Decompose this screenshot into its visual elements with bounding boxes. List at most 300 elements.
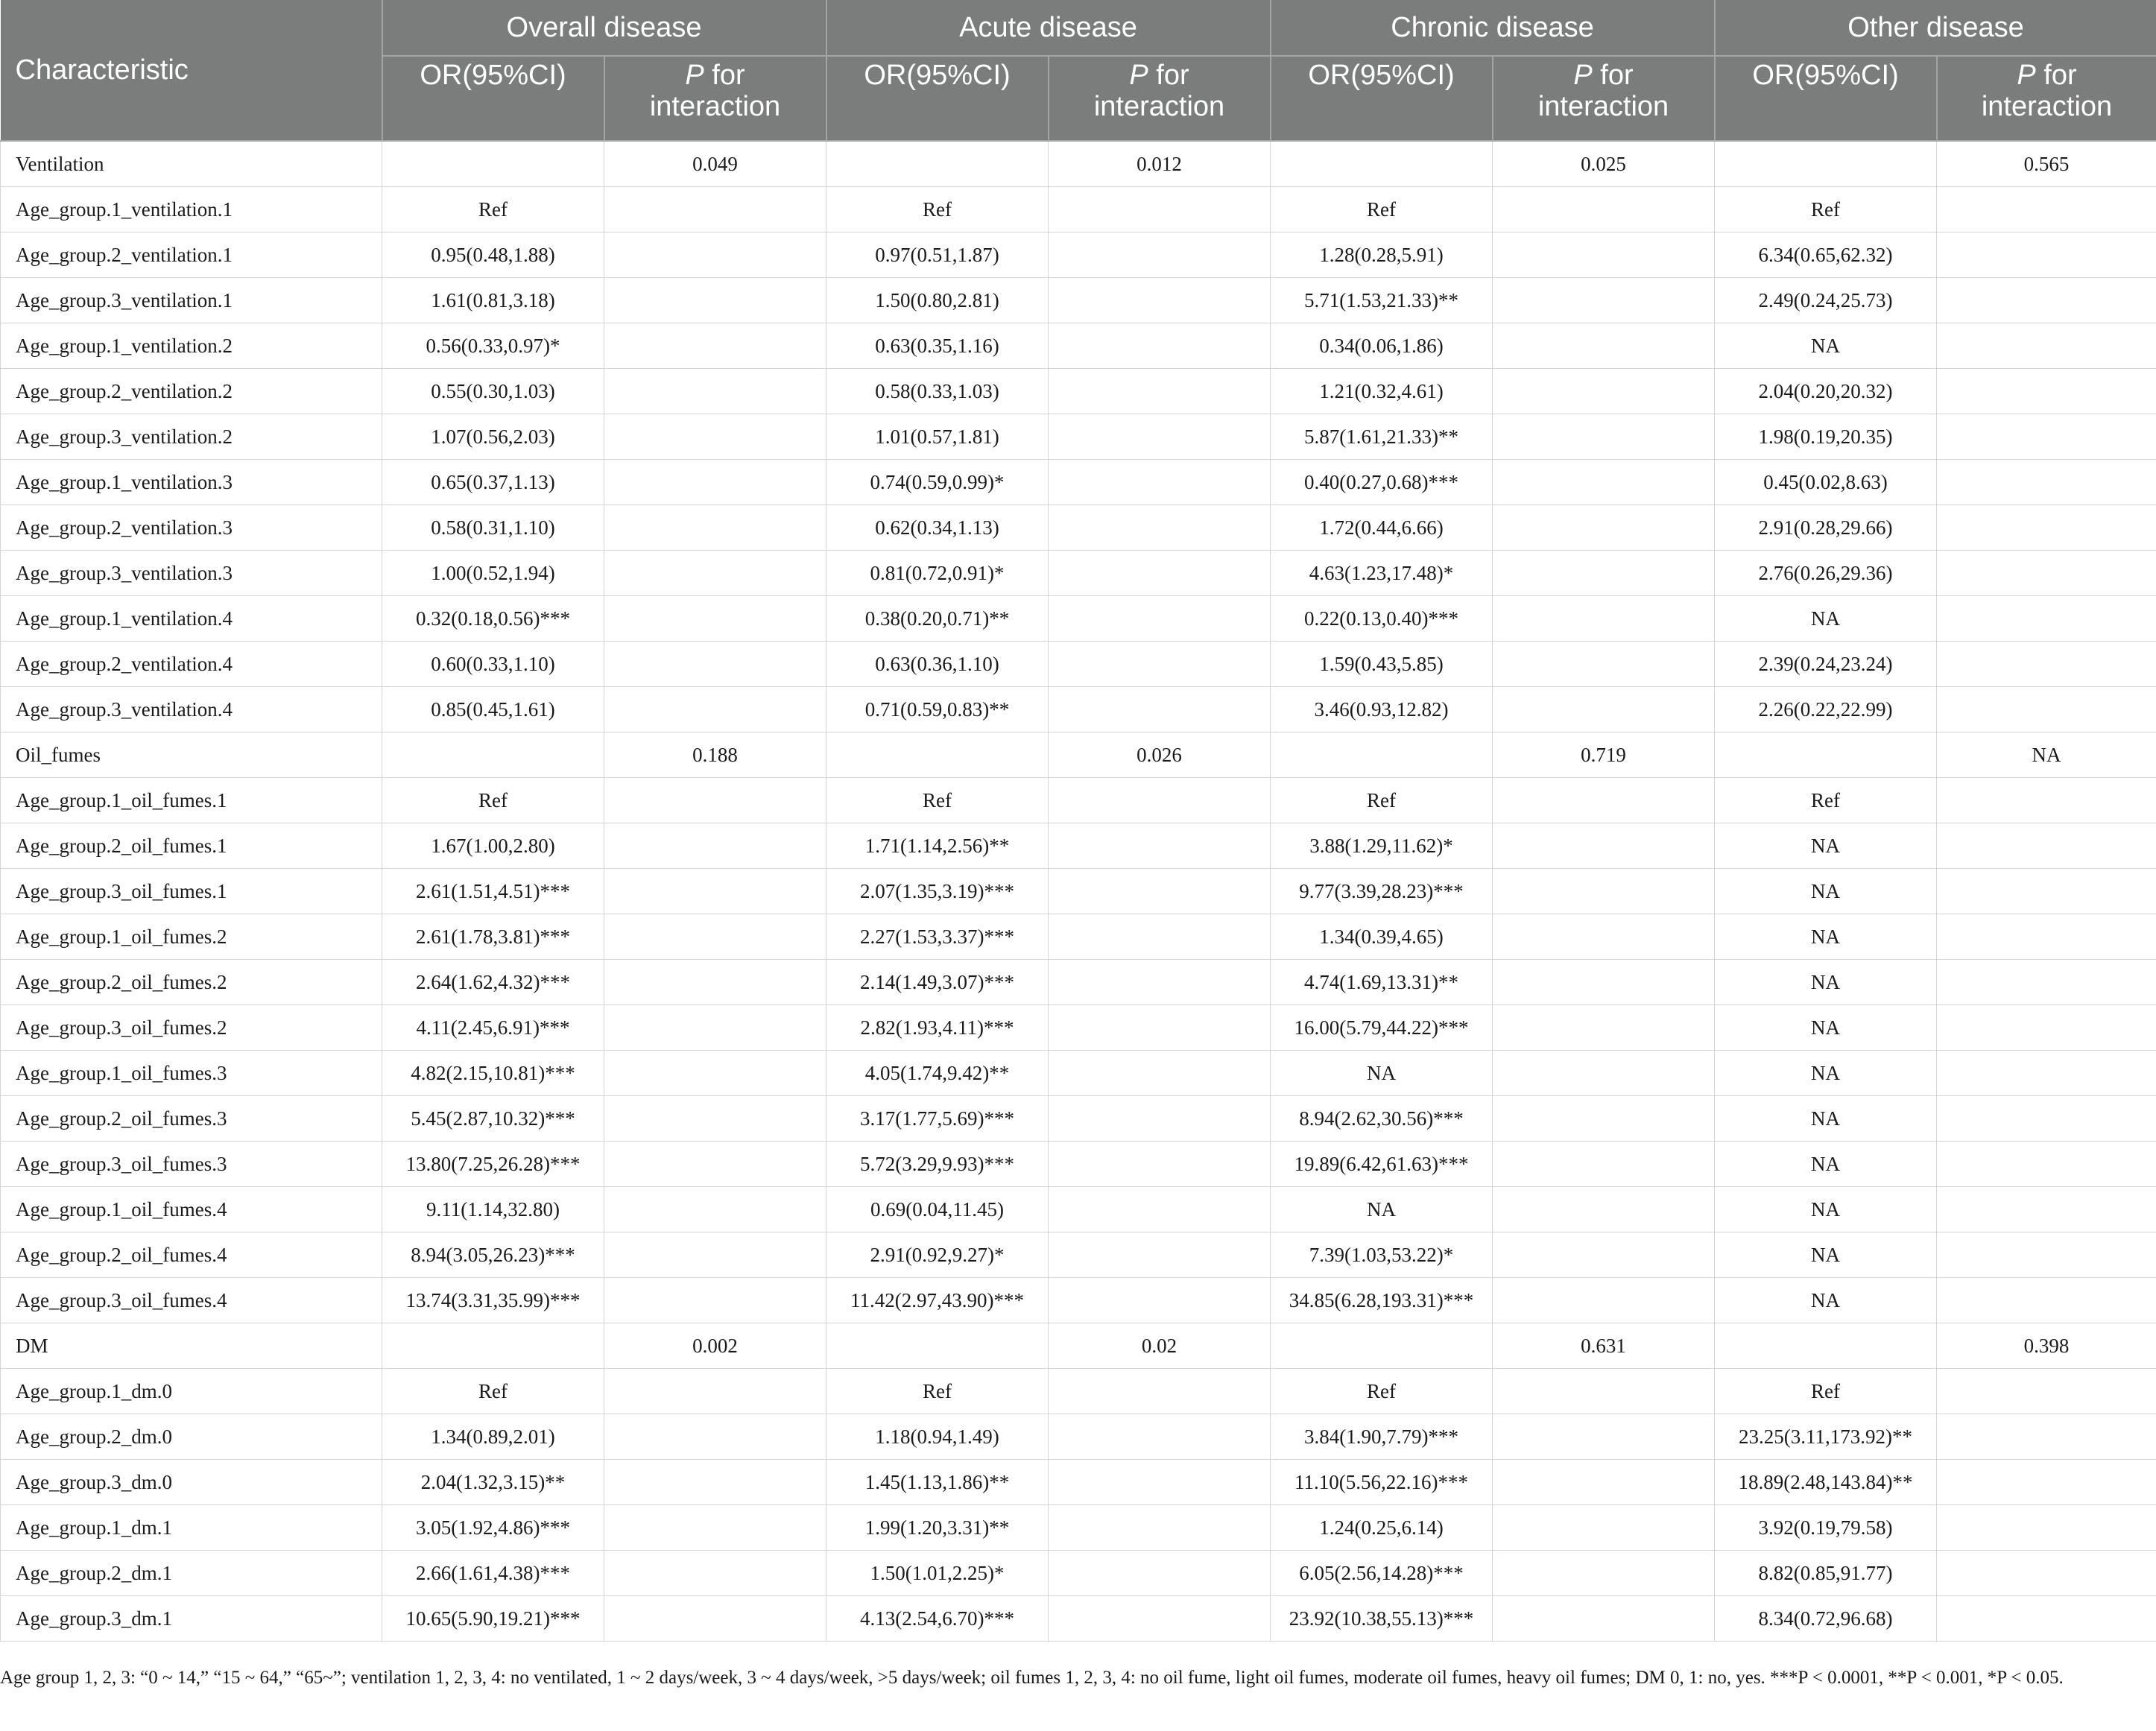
cell-overall-p	[604, 1278, 826, 1323]
cell-acute-p	[1049, 596, 1271, 642]
cell-row-label: Age_group.3_oil_fumes.4	[1, 1278, 382, 1323]
cell-overall-or: 1.00(0.52,1.94)	[382, 551, 604, 596]
cell-row-label: Age_group.2_oil_fumes.4	[1, 1232, 382, 1278]
cell-overall-p	[604, 1051, 826, 1096]
cell-acute-p	[1049, 823, 1271, 869]
cell-overall-p	[604, 187, 826, 232]
cell-other-or: 8.82(0.85,91.77)	[1715, 1551, 1937, 1596]
table-row	[1, 1505, 2156, 1551]
table-row	[1, 1460, 2156, 1505]
table-row	[1, 1596, 2156, 1642]
cell-chronic-or: 19.89(6.42,61.63)***	[1271, 1142, 1493, 1187]
subheader-p-letter: P	[685, 60, 704, 91]
cell-other-or: NA	[1715, 596, 1937, 642]
cell-other-p	[1937, 869, 2156, 914]
cell-acute-p	[1049, 232, 1271, 278]
cell-overall-p	[604, 687, 826, 732]
cell-chronic-or: 1.28(0.28,5.91)	[1271, 232, 1493, 278]
cell-chronic-or	[1271, 732, 1493, 778]
cell-chronic-or: 11.10(5.56,22.16)***	[1271, 1460, 1493, 1505]
cell-overall-p	[604, 232, 826, 278]
subheader-p-for: for	[2035, 60, 2077, 91]
cell-acute-p	[1049, 869, 1271, 914]
cell-acute-or: 2.14(1.49,3.07)***	[826, 960, 1049, 1005]
table-row	[1, 187, 2156, 232]
subheader-p-interaction	[604, 56, 826, 141]
cell-other-p	[1937, 1232, 2156, 1278]
cell-row-label: Age_group.3_ventilation.2	[1, 414, 382, 460]
cell-chronic-p	[1493, 778, 1715, 823]
cell-acute-p	[1049, 323, 1271, 369]
cell-acute-or: Ref	[826, 1369, 1049, 1414]
cell-overall-p	[604, 642, 826, 687]
cell-other-or: NA	[1715, 1005, 1937, 1051]
cell-overall-p	[604, 414, 826, 460]
cell-chronic-or	[1271, 141, 1493, 187]
table-row	[1, 1187, 2156, 1232]
cell-chronic-p	[1493, 1005, 1715, 1051]
cell-chronic-p	[1493, 505, 1715, 551]
cell-overall-p	[604, 914, 826, 960]
cell-other-or: NA	[1715, 869, 1937, 914]
cell-other-or: 18.89(2.48,143.84)**	[1715, 1460, 1937, 1505]
subheader-or-ci: OR(95%CI)	[382, 56, 604, 141]
cell-overall-or	[382, 732, 604, 778]
cell-other-or: NA	[1715, 1051, 1937, 1096]
cell-overall-or: 4.82(2.15,10.81)***	[382, 1051, 604, 1096]
subheader-p-for: for	[1592, 60, 1634, 91]
cell-chronic-p: 0.719	[1493, 732, 1715, 778]
header-characteristic: Characteristic	[1, 0, 382, 141]
cell-chronic-or: 1.72(0.44,6.66)	[1271, 505, 1493, 551]
cell-overall-p	[604, 1505, 826, 1551]
cell-acute-or: 1.18(0.94,1.49)	[826, 1414, 1049, 1460]
cell-chronic-or: 23.92(10.38,55.13)***	[1271, 1596, 1493, 1642]
cell-acute-or: 0.63(0.36,1.10)	[826, 642, 1049, 687]
cell-chronic-or: 1.34(0.39,4.65)	[1271, 914, 1493, 960]
cell-overall-p	[604, 1187, 826, 1232]
cell-acute-p	[1049, 1005, 1271, 1051]
cell-overall-p: 0.188	[604, 732, 826, 778]
cell-other-p	[1937, 1460, 2156, 1505]
cell-acute-or: 1.71(1.14,2.56)**	[826, 823, 1049, 869]
cell-acute-p	[1049, 1551, 1271, 1596]
cell-row-label: Age_group.3_ventilation.4	[1, 687, 382, 732]
cell-chronic-or: 3.46(0.93,12.82)	[1271, 687, 1493, 732]
subheader-or-ci: OR(95%CI)	[1271, 56, 1493, 141]
cell-overall-or: 9.11(1.14,32.80)	[382, 1187, 604, 1232]
cell-chronic-p	[1493, 369, 1715, 414]
cell-chronic-p	[1493, 323, 1715, 369]
cell-row-label: Age_group.2_ventilation.3	[1, 505, 382, 551]
cell-acute-or: 1.45(1.13,1.86)**	[826, 1460, 1049, 1505]
cell-chronic-or: 1.59(0.43,5.85)	[1271, 642, 1493, 687]
cell-acute-p	[1049, 460, 1271, 505]
cell-other-or: 0.45(0.02,8.63)	[1715, 460, 1937, 505]
cell-other-p	[1937, 460, 2156, 505]
cell-other-p	[1937, 414, 2156, 460]
cell-chronic-p	[1493, 460, 1715, 505]
cell-other-or	[1715, 1323, 1937, 1369]
cell-other-or: 8.34(0.72,96.68)	[1715, 1596, 1937, 1642]
cell-other-p	[1937, 1096, 2156, 1142]
cell-acute-p	[1049, 1278, 1271, 1323]
cell-row-label: Age_group.1_oil_fumes.3	[1, 1051, 382, 1096]
cell-overall-or: 2.04(1.32,3.15)**	[382, 1460, 604, 1505]
cell-other-p	[1937, 278, 2156, 323]
cell-overall-or: 5.45(2.87,10.32)***	[382, 1096, 604, 1142]
cell-other-or: 2.76(0.26,29.36)	[1715, 551, 1937, 596]
cell-other-p	[1937, 369, 2156, 414]
cell-acute-p	[1049, 1414, 1271, 1460]
cell-other-p	[1937, 323, 2156, 369]
cell-row-label: Age_group.3_oil_fumes.3	[1, 1142, 382, 1187]
cell-chronic-or: Ref	[1271, 1369, 1493, 1414]
cell-acute-or: Ref	[826, 778, 1049, 823]
cell-other-p	[1937, 1369, 2156, 1414]
cell-chronic-p	[1493, 1505, 1715, 1551]
cell-overall-p	[604, 460, 826, 505]
cell-overall-or: 8.94(3.05,26.23)***	[382, 1232, 604, 1278]
cell-other-or: 1.98(0.19,20.35)	[1715, 414, 1937, 460]
cell-overall-or: Ref	[382, 1369, 604, 1414]
cell-overall-or	[382, 1323, 604, 1369]
table-row	[1, 278, 2156, 323]
subheader-p-interaction	[1493, 56, 1715, 141]
cell-row-label: DM	[1, 1323, 382, 1369]
cell-acute-or: 4.05(1.74,9.42)**	[826, 1051, 1049, 1096]
cell-overall-p	[604, 1414, 826, 1460]
cell-acute-p	[1049, 778, 1271, 823]
cell-chronic-or: 7.39(1.03,53.22)*	[1271, 1232, 1493, 1278]
cell-overall-p	[604, 869, 826, 914]
cell-other-or: 2.04(0.20,20.32)	[1715, 369, 1937, 414]
cell-other-or	[1715, 732, 1937, 778]
cell-acute-p	[1049, 1596, 1271, 1642]
cell-acute-or	[826, 732, 1049, 778]
cell-other-or: Ref	[1715, 778, 1937, 823]
cell-chronic-p	[1493, 232, 1715, 278]
cell-overall-p: 0.002	[604, 1323, 826, 1369]
table-row	[1, 1096, 2156, 1142]
cell-row-label: Age_group.2_ventilation.1	[1, 232, 382, 278]
cell-other-p	[1937, 1551, 2156, 1596]
cell-acute-or: 1.99(1.20,3.31)**	[826, 1505, 1049, 1551]
cell-chronic-or: NA	[1271, 1051, 1493, 1096]
cell-overall-p	[604, 1096, 826, 1142]
table-row	[1, 369, 2156, 414]
cell-row-label: Oil_fumes	[1, 732, 382, 778]
cell-acute-or	[826, 141, 1049, 187]
cell-row-label: Age_group.1_ventilation.3	[1, 460, 382, 505]
subheader-p-for: for	[704, 60, 745, 91]
cell-overall-or: 0.55(0.30,1.03)	[382, 369, 604, 414]
table-row	[1, 869, 2156, 914]
cell-overall-p	[604, 1369, 826, 1414]
cell-other-or: NA	[1715, 1278, 1937, 1323]
cell-chronic-p	[1493, 551, 1715, 596]
cell-overall-p	[604, 960, 826, 1005]
cell-chronic-p	[1493, 1096, 1715, 1142]
cell-acute-p	[1049, 1051, 1271, 1096]
cell-other-p	[1937, 914, 2156, 960]
table-row	[1, 1142, 2156, 1187]
cell-chronic-or: 6.05(2.56,14.28)***	[1271, 1551, 1493, 1596]
subheader-interaction: interaction	[1981, 91, 2113, 122]
cell-acute-or: 0.58(0.33,1.03)	[826, 369, 1049, 414]
cell-chronic-or: 0.40(0.27,0.68)***	[1271, 460, 1493, 505]
cell-acute-or: 2.07(1.35,3.19)***	[826, 869, 1049, 914]
cell-overall-p	[604, 1232, 826, 1278]
table-row	[1, 1551, 2156, 1596]
cell-overall-or: 3.05(1.92,4.86)***	[382, 1505, 604, 1551]
cell-row-label: Age_group.2_oil_fumes.3	[1, 1096, 382, 1142]
cell-acute-p: 0.012	[1049, 141, 1271, 187]
cell-other-p	[1937, 1187, 2156, 1232]
cell-acute-or: 0.97(0.51,1.87)	[826, 232, 1049, 278]
cell-acute-p: 0.02	[1049, 1323, 1271, 1369]
cell-chronic-p	[1493, 187, 1715, 232]
cell-other-p	[1937, 232, 2156, 278]
cell-acute-or: 11.42(2.97,43.90)***	[826, 1278, 1049, 1323]
cell-chronic-or: 1.21(0.32,4.61)	[1271, 369, 1493, 414]
cell-row-label: Ventilation	[1, 141, 382, 187]
cell-acute-or	[826, 1323, 1049, 1369]
cell-chronic-p	[1493, 596, 1715, 642]
cell-acute-or: 2.91(0.92,9.27)*	[826, 1232, 1049, 1278]
cell-other-or: Ref	[1715, 187, 1937, 232]
cell-chronic-p	[1493, 1278, 1715, 1323]
cell-other-p	[1937, 823, 2156, 869]
cell-chronic-or: 4.74(1.69,13.31)**	[1271, 960, 1493, 1005]
cell-chronic-p	[1493, 278, 1715, 323]
cell-overall-or: 4.11(2.45,6.91)***	[382, 1005, 604, 1051]
cell-chronic-p	[1493, 1187, 1715, 1232]
cell-overall-or: 2.61(1.78,3.81)***	[382, 914, 604, 960]
cell-overall-p	[604, 596, 826, 642]
cell-row-label: Age_group.1_oil_fumes.4	[1, 1187, 382, 1232]
table-header	[1, 0, 2156, 141]
cell-overall-or: Ref	[382, 187, 604, 232]
cell-overall-p	[604, 823, 826, 869]
subheader-p-for: for	[1148, 60, 1189, 91]
cell-overall-or: 0.95(0.48,1.88)	[382, 232, 604, 278]
cell-chronic-or: 9.77(3.39,28.23)***	[1271, 869, 1493, 914]
cell-acute-or: 0.69(0.04,11.45)	[826, 1187, 1049, 1232]
cell-overall-p	[604, 1596, 826, 1642]
cell-chronic-or: NA	[1271, 1187, 1493, 1232]
cell-acute-p	[1049, 1369, 1271, 1414]
cell-other-or: NA	[1715, 1142, 1937, 1187]
cell-chronic-p	[1493, 914, 1715, 960]
cell-overall-p	[604, 369, 826, 414]
cell-chronic-or: Ref	[1271, 187, 1493, 232]
cell-acute-p	[1049, 551, 1271, 596]
cell-other-p	[1937, 551, 2156, 596]
cell-overall-p	[604, 278, 826, 323]
cell-chronic-p	[1493, 414, 1715, 460]
cell-overall-p	[604, 1142, 826, 1187]
cell-chronic-p	[1493, 869, 1715, 914]
cell-overall-p	[604, 778, 826, 823]
table-row	[1, 778, 2156, 823]
cell-acute-p	[1049, 1232, 1271, 1278]
cell-acute-p	[1049, 687, 1271, 732]
cell-acute-or: 2.27(1.53,3.37)***	[826, 914, 1049, 960]
cell-chronic-or: 34.85(6.28,193.31)***	[1271, 1278, 1493, 1323]
cell-chronic-or: 5.87(1.61,21.33)**	[1271, 414, 1493, 460]
cell-chronic-p	[1493, 1414, 1715, 1460]
cell-acute-or: 0.63(0.35,1.16)	[826, 323, 1049, 369]
cell-other-p	[1937, 687, 2156, 732]
cell-chronic-or: 3.88(1.29,11.62)*	[1271, 823, 1493, 869]
table-body	[1, 141, 2156, 1642]
cell-other-p	[1937, 960, 2156, 1005]
table-row	[1, 1414, 2156, 1460]
cell-other-p: 0.565	[1937, 141, 2156, 187]
table-row	[1, 414, 2156, 460]
cell-acute-p	[1049, 642, 1271, 687]
cell-row-label: Age_group.2_dm.1	[1, 1551, 382, 1596]
cell-overall-or: 1.34(0.89,2.01)	[382, 1414, 604, 1460]
cell-row-label: Age_group.2_oil_fumes.1	[1, 823, 382, 869]
subheader-p-interaction	[1049, 56, 1271, 141]
header-overall-disease: Overall disease	[382, 0, 826, 56]
cell-other-p	[1937, 596, 2156, 642]
cell-acute-or: 0.81(0.72,0.91)*	[826, 551, 1049, 596]
header-acute-disease: Acute disease	[826, 0, 1271, 56]
subheader-p-letter: P	[2017, 60, 2036, 91]
cell-other-p	[1937, 778, 2156, 823]
cell-acute-or: 2.82(1.93,4.11)***	[826, 1005, 1049, 1051]
table-row	[1, 141, 2156, 187]
cell-chronic-p	[1493, 1369, 1715, 1414]
cell-acute-p	[1049, 914, 1271, 960]
cell-overall-or: 0.65(0.37,1.13)	[382, 460, 604, 505]
cell-acute-or: 0.71(0.59,0.83)**	[826, 687, 1049, 732]
cell-other-or: NA	[1715, 914, 1937, 960]
cell-chronic-or: 1.24(0.25,6.14)	[1271, 1505, 1493, 1551]
cell-other-p: 0.398	[1937, 1323, 2156, 1369]
cell-other-or: 3.92(0.19,79.58)	[1715, 1505, 1937, 1551]
cell-chronic-or: 8.94(2.62,30.56)***	[1271, 1096, 1493, 1142]
cell-acute-or: 5.72(3.29,9.93)***	[826, 1142, 1049, 1187]
cell-overall-or: 13.74(3.31,35.99)***	[382, 1278, 604, 1323]
cell-row-label: Age_group.3_oil_fumes.1	[1, 869, 382, 914]
header-other-disease: Other disease	[1715, 0, 2156, 56]
table-row	[1, 732, 2156, 778]
cell-acute-p	[1049, 1096, 1271, 1142]
table-row	[1, 1323, 2156, 1369]
cell-acute-or: 1.50(0.80,2.81)	[826, 278, 1049, 323]
table-row	[1, 1278, 2156, 1323]
cell-row-label: Age_group.1_dm.1	[1, 1505, 382, 1551]
cell-other-p	[1937, 1051, 2156, 1096]
cell-other-p	[1937, 1142, 2156, 1187]
cell-row-label: Age_group.3_oil_fumes.2	[1, 1005, 382, 1051]
table-row	[1, 551, 2156, 596]
cell-overall-or: 0.85(0.45,1.61)	[382, 687, 604, 732]
cell-chronic-p: 0.025	[1493, 141, 1715, 187]
cell-other-or: 2.91(0.28,29.66)	[1715, 505, 1937, 551]
cell-overall-or: 13.80(7.25,26.28)***	[382, 1142, 604, 1187]
cell-row-label: Age_group.1_dm.0	[1, 1369, 382, 1414]
table-row	[1, 505, 2156, 551]
cell-other-p	[1937, 505, 2156, 551]
cell-row-label: Age_group.3_ventilation.1	[1, 278, 382, 323]
cell-acute-p	[1049, 187, 1271, 232]
cell-acute-or: 0.38(0.20,0.71)**	[826, 596, 1049, 642]
cell-chronic-or: 5.71(1.53,21.33)**	[1271, 278, 1493, 323]
cell-chronic-p	[1493, 823, 1715, 869]
cell-overall-p	[604, 551, 826, 596]
cell-chronic-or: 0.22(0.13,0.40)***	[1271, 596, 1493, 642]
cell-other-or: 23.25(3.11,173.92)**	[1715, 1414, 1937, 1460]
cell-overall-p: 0.049	[604, 141, 826, 187]
cell-chronic-or: 0.34(0.06,1.86)	[1271, 323, 1493, 369]
cell-acute-p	[1049, 960, 1271, 1005]
cell-acute-p	[1049, 1460, 1271, 1505]
cell-other-or: NA	[1715, 823, 1937, 869]
cell-chronic-or: 16.00(5.79,44.22)***	[1271, 1005, 1493, 1051]
cell-other-p	[1937, 187, 2156, 232]
cell-overall-or: 2.66(1.61,4.38)***	[382, 1551, 604, 1596]
cell-chronic-p	[1493, 1551, 1715, 1596]
cell-overall-p	[604, 323, 826, 369]
cell-other-or: 2.26(0.22,22.99)	[1715, 687, 1937, 732]
cell-other-or: 2.39(0.24,23.24)	[1715, 642, 1937, 687]
cell-row-label: Age_group.1_ventilation.4	[1, 596, 382, 642]
cell-overall-or: 0.60(0.33,1.10)	[382, 642, 604, 687]
subheader-p-letter: P	[1573, 60, 1593, 91]
cell-acute-or: 4.13(2.54,6.70)***	[826, 1596, 1049, 1642]
cell-other-p	[1937, 1505, 2156, 1551]
table-row	[1, 687, 2156, 732]
table-row	[1, 596, 2156, 642]
cell-acute-p	[1049, 1505, 1271, 1551]
cell-acute-or: 1.50(1.01,2.25)*	[826, 1551, 1049, 1596]
cell-overall-p	[604, 1551, 826, 1596]
table-row	[1, 1369, 2156, 1414]
cell-acute-p	[1049, 369, 1271, 414]
cell-acute-p	[1049, 505, 1271, 551]
cell-other-or: NA	[1715, 960, 1937, 1005]
table-row	[1, 1005, 2156, 1051]
cell-row-label: Age_group.3_ventilation.3	[1, 551, 382, 596]
cell-chronic-p	[1493, 1051, 1715, 1096]
cell-row-label: Age_group.2_dm.0	[1, 1414, 382, 1460]
cell-acute-p	[1049, 1187, 1271, 1232]
cell-overall-or: 0.32(0.18,0.56)***	[382, 596, 604, 642]
table-row	[1, 914, 2156, 960]
cell-acute-p	[1049, 1142, 1271, 1187]
cell-acute-or: 0.74(0.59,0.99)*	[826, 460, 1049, 505]
cell-row-label: Age_group.1_ventilation.1	[1, 187, 382, 232]
cell-chronic-p	[1493, 1596, 1715, 1642]
cell-chronic-or: 4.63(1.23,17.48)*	[1271, 551, 1493, 596]
cell-other-or: 6.34(0.65,62.32)	[1715, 232, 1937, 278]
cell-other-p	[1937, 1005, 2156, 1051]
cell-acute-or: 0.62(0.34,1.13)	[826, 505, 1049, 551]
subheader-or-ci: OR(95%CI)	[1715, 56, 1937, 141]
cell-chronic-p	[1493, 960, 1715, 1005]
cell-chronic-p	[1493, 642, 1715, 687]
cell-chronic-or	[1271, 1323, 1493, 1369]
table-row	[1, 460, 2156, 505]
cell-overall-or: 10.65(5.90,19.21)***	[382, 1596, 604, 1642]
cell-other-or	[1715, 141, 1937, 187]
cell-overall-or: 1.61(0.81,3.18)	[382, 278, 604, 323]
